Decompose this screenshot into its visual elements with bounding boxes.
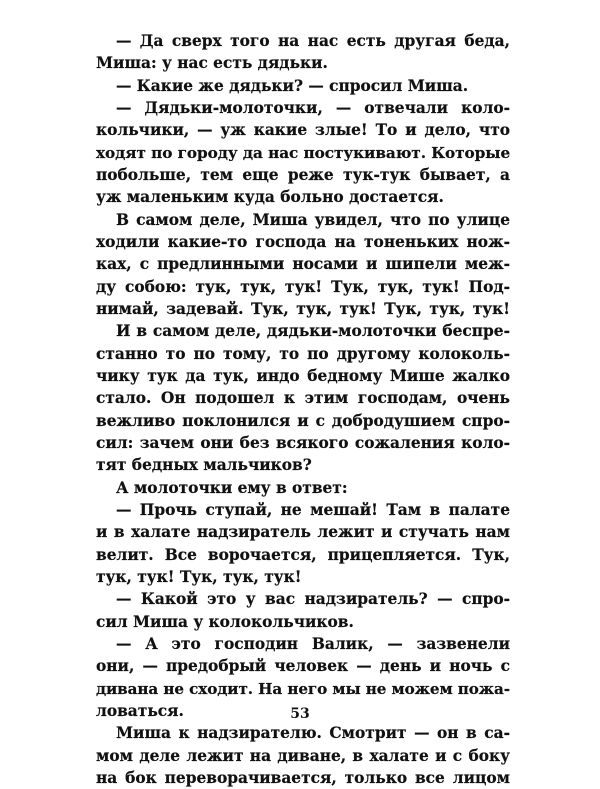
text-line: ках, с предлинными носами и шипели меж- (96, 255, 510, 274)
text-line: дивана не сходит. На него мы не можем пожа- (96, 679, 510, 698)
text-line: — А это господин Валик, — зазвенели (116, 634, 510, 653)
text-line: Миша к надзирателю. Смотрит — он в са- (116, 724, 510, 743)
text-line: — Какой это у вас надзиратель? — спро- (116, 590, 510, 609)
text-line: мом деле лежит на диване, в халате и с боку (96, 746, 510, 765)
text-line: — Какие же дядьки? — спросил Миша. (116, 76, 469, 95)
text-line: велит. Все ворочается, прицепляется. Тук, (96, 545, 510, 564)
text-line: — Дядьки-молоточки, — отвечали коло- (116, 98, 510, 117)
text-line: ходят по городу да нас постукивают. Которые (96, 143, 511, 162)
text-line: сил: зачем они без всякого сожаления коло- (96, 433, 510, 452)
text-line: уж маленьким куда больно достается. (96, 188, 444, 207)
text-line: на бок переворачивается, только все лицом (96, 768, 510, 787)
text-line: Миша: у нас есть дядьки. (96, 54, 328, 73)
text-line: В самом деле, Миша увидел, что по улице (116, 210, 510, 229)
text-line: И в самом деле, дядьки-молоточки беспре- (116, 322, 510, 341)
text-line: тят бедных мальчиков? (96, 456, 312, 475)
text-line: тук, тук! Тук, тук, тук! (96, 567, 302, 586)
text-line: вежливо поклонился и с добродушием спро- (96, 411, 510, 430)
text-line: станно то по тому, то по другому колоколь- (96, 344, 510, 363)
text-line: кольчики, — уж какие злые! То и дело, что (96, 121, 510, 140)
text-line: нимай, задевай. Тук, тук, тук! Тук, тук, тук! (96, 299, 510, 318)
text-line: ду собою: тук, тук, тук! Тук, тук, тук! Под- (96, 277, 510, 296)
text-line: побольше, тем еще реже тук-тук бывает, а (96, 165, 510, 184)
text-line: А молоточки ему в ответ: (116, 478, 348, 497)
page-number: 53 (290, 706, 310, 722)
body-text (96, 30, 510, 789)
text-line: — Прочь ступай, не мешай! Там в палате (116, 500, 510, 519)
text-line: стало. Он подошел к этим господам, очень (96, 389, 510, 408)
text-line: чику тук да тук, индо бедному Мише жалко (96, 366, 510, 385)
text-line: — Да сверх того на нас есть другая беда, (116, 32, 510, 50)
text-line: ходили какие-то господа на тоненьких нож- (96, 232, 510, 251)
text-line: и в халате надзиратель лежит и стучать нам (96, 523, 510, 542)
text-line: они, — предобрый человек — день и ночь с (96, 657, 510, 676)
text-line: ловаться. (96, 701, 184, 720)
text-line: сил Миша у колокольчиков. (96, 612, 354, 631)
